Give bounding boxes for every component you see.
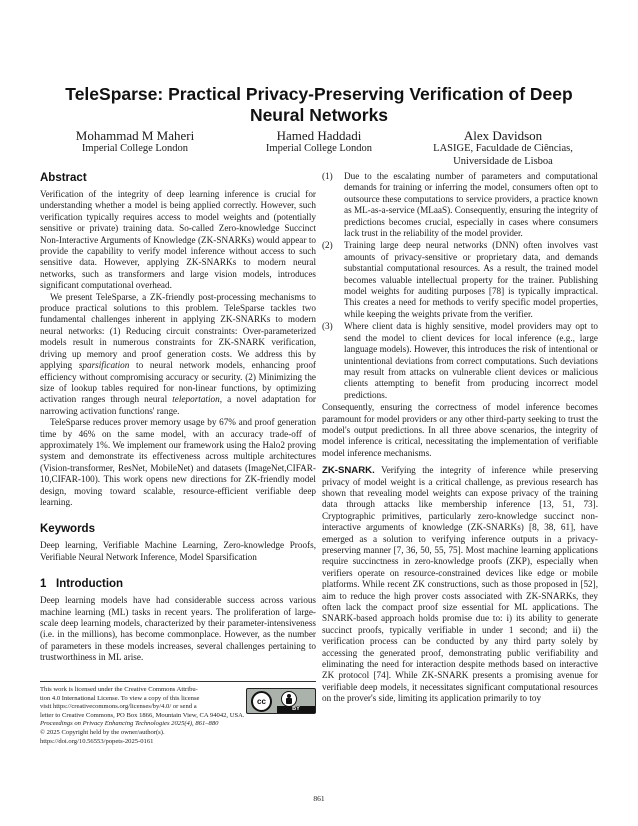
author-name: Mohammad M Maheri xyxy=(75,128,195,143)
cc-by-license-badge[interactable] xyxy=(246,688,316,714)
author-name: Alex Davidson xyxy=(463,128,543,143)
abstract-paragraph-3: TeleSparse reduces prover memory usage by 67% and proof generation time by 46% on the same model, with an accuracy trade-off of approximately 1%. We implement our framework using the Halo2 proving system and demonstrate its effectiveness across multiple architectures (Vision-transformer, ResNet, MobileNet) and datasets (ImageNet,CIFAR-10,CIFAR-100). This work opens new directions for ZK-friendly model design, moving toward scalable, resource-efficient verifiable deep learning. xyxy=(40,417,316,507)
paper-title xyxy=(40,84,598,126)
cc-icon: cc xyxy=(251,691,272,712)
author-affiliation: LASIGE, Faculdade de Ciências, xyxy=(433,143,573,154)
sparsification-term: sparsification xyxy=(78,360,130,371)
title-line-2: Neural Networks xyxy=(249,105,389,125)
title-line-1: TeleSparse: Practical Privacy-Preserving Verification of Deep xyxy=(65,84,573,104)
scenario-list xyxy=(322,171,598,401)
list-item-text: Where client data is highly sensitive, model providers may opt to send the model to client devices for local inference (e.g., large language models). However, this introduces the risk of intentional or unintentional deviations from correct computations. Such deviations may result from attacks on vulnerable client devices or malicious clients attempting to benefit from producing incorrect model predictions. xyxy=(344,321,598,400)
abstract-p2-text-b: to neural network models, enhancing proof efficiency without compromising accuracy or security. (2) Minimizing the size of lookup tables required for non-linear functions, by optimizing activation ranges through neural xyxy=(40,360,316,405)
author-affiliation: Imperial College London xyxy=(81,143,189,154)
list-item xyxy=(322,171,598,239)
by-label: BY xyxy=(277,706,315,713)
list-item-text: Due to the escalating number of parameters and computational demands for training or inferring the model, consumers often opt to outsource these computations to service providers, a practice known as ML-as-a-service (MLaaS). Consequently, ensuring the integrity of predictions becomes crucial, especially in cases where consumers lack trust in the reliability of the model provider. xyxy=(344,171,598,239)
author-3 xyxy=(408,128,598,168)
doi-link[interactable]: https://doi.org/10.56553/popets-2025-0161 xyxy=(40,737,154,745)
author-block xyxy=(40,128,598,168)
license-line: letter to Creative Commons, PO Box 1866, Mountain View, CA 94042, USA. xyxy=(40,711,245,719)
copyright-line: © 2025 Copyright held by the owner/author(s). xyxy=(40,728,165,736)
left-column xyxy=(40,171,316,664)
author-affiliation: Imperial College London xyxy=(265,143,373,154)
list-item-number: (3) xyxy=(322,321,333,332)
list-item-number: (2) xyxy=(322,240,333,251)
introduction-paragraph-1: Deep learning models have had considerable success across various machine learning (ML) tasks in recent years. The proliferation of large-scale deep learning models, characterized by their parameter-intensiveness (i.e. in the millions), has become commonplace. However, as the number of parameters in these models increases, several challenges pertaining to trustworthiness in ML arise. xyxy=(40,595,316,663)
introduction-heading xyxy=(40,577,316,591)
page-number: 861 xyxy=(313,794,325,803)
license-line: This work is licensed under the Creative Commons Attribu- xyxy=(40,686,198,693)
keywords-heading: Keywords xyxy=(40,523,95,536)
license-footnote xyxy=(40,681,316,746)
author-name: Hamed Haddadi xyxy=(276,128,362,143)
author-1 xyxy=(40,128,230,156)
abstract-heading: Abstract xyxy=(40,172,87,184)
zk-snark-runin-heading: ZK-SNARK. xyxy=(322,465,375,477)
proceedings-line: Proceedings on Privacy Enhancing Technologies 2025(4), 861–880 xyxy=(40,720,219,728)
license-text xyxy=(40,686,236,712)
zk-snark-text: Verifying the integrity of inference while preserving privacy of model weight is a critical challenge, as previous research has shown that revealing model weights can expose privacy of the training data through attacks like membership inference [13, 51, 73]. Cryptographic primitives, particularly zero-knowledge succinct non-interactive arguments of knowledge (ZK-SNARKs) [8, 38, 61], have emerged as a solution to verifying inference outputs in a privacy-preserving manner [7, 36, 50, 55, 75]. Most machine learning applications require succinctness in zero-knowledge proofs (ZKP), especially when verifiers operate on resource-constrained devices like edge or mobile platforms. While recent ZK constructions, such as those proposed in [52], aim to reduce the high prover costs associated with ZK-SNARKs, they often lack the compact proof size essential for ML applications. The SNARK-based approach holds promise due to: i) its ability to generate succinct proofs, typically verifiable in under 1 second; and ii) the verification process can be conducted by any third party solely by accessing the generated proof, demonstrating public verifiability and eliminating the need for interaction despite methods based on interactive ZK protocol [74]. While ZK-SNARK presents a promising avenue for verifiable deep models, it necessitates significant computational resources on the prover's side, limiting its application primarily to toy xyxy=(322,465,598,704)
right-column xyxy=(322,171,598,705)
license-line: tion 4.0 International License. To view a copy of this license xyxy=(40,694,200,702)
abstract-p2-text-c: , a novel adaptation for narrowing activation functions' range. xyxy=(40,394,316,416)
teleportation-term: teleportation xyxy=(172,394,220,405)
list-item xyxy=(322,240,598,320)
attribution-person-icon xyxy=(281,691,297,707)
abstract-p2-text-a: We present TeleSparse, a ZK-friendly post-processing mechanisms to produce practical solutions to this problem. TeleSparse tackles two fundamental challenges inherent in applying ZK-SNARKs to modern neural networks: (1) Reducing circuit constraints: Over-parameterized models result in numerous constraints for ZK-SNARK verification, driving up memory and proof generation costs. We address this by applying xyxy=(40,291,316,371)
list-item-text: Training large deep neural networks (DNN) often involves vast amounts of privacy-sensitive or proprietary data, and demands substantial computational resources. As a result, the trained model becomes valuable intellectual property for the trainer. Publishing model weights for auditing purposes [78] is typically impractical. This creates a need for methods to verify specific model properties, while keeping the weights private from the verifier. xyxy=(344,240,598,319)
abstract-paragraph-2 xyxy=(40,292,316,417)
consequence-paragraph: Consequently, ensuring the correctness of model inference becomes paramount for model providers or any other third-party seeking to trust the model's output predictions. In all three above scenarios, the integrity of model inference is critical, necessitating the implementation of verifiable model inference mechanisms. xyxy=(322,402,598,458)
list-item-number: (1) xyxy=(322,171,333,181)
author-affiliation-line-2: Universidade de Lisboa xyxy=(453,155,553,167)
keywords-text: Deep learning, Verifiable Machine Learning, Zero-knowledge Proofs, Verifiable Neural Network Inference, Model Sparsification xyxy=(40,540,316,562)
author-2 xyxy=(224,128,414,156)
license-line: visit https://creativecommons.org/licenses/by/4.0/ or send a xyxy=(40,703,197,711)
abstract-paragraph-1: Verification of the integrity of deep learning inference is crucial for understanding whether a model is being applied correctly. However, such verification typically requires access to model weights and (potentially sensitive or private) training data. So-called Zero-knowledge Succinct Non-Interactive Arguments of Knowledge (ZK-SNARKs) would appear to provide the capability to verify model inference without access to such sensitive data. However, applying ZK-SNARKs to modern neural networks, such as transformers and large vision models, introduces significant computational overhead. xyxy=(40,189,316,291)
list-item xyxy=(322,321,598,401)
zk-snark-paragraph xyxy=(322,465,598,705)
section-number: 1 xyxy=(40,578,47,591)
section-title: Introduction xyxy=(56,578,124,591)
